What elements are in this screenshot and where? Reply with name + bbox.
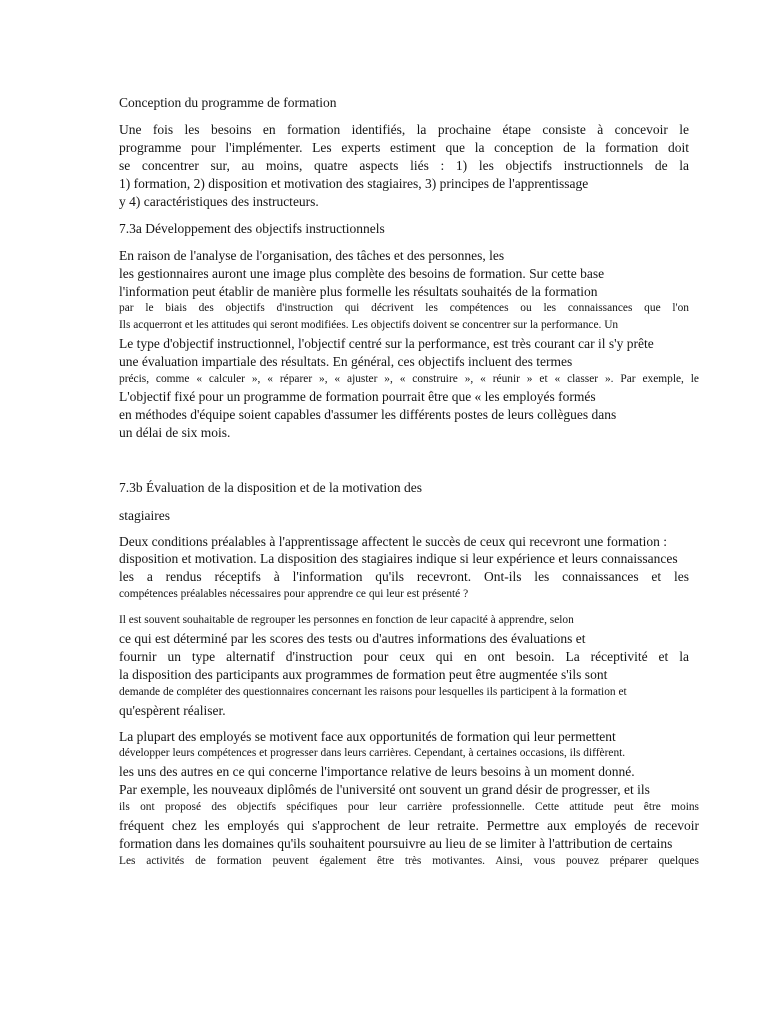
paragraph-line: formation dans les domaines qu'ils souhaitent poursuivre au lieu de se limiter à l'attribution de certains <box>119 836 673 851</box>
paragraph-line: y 4) caractéristiques des instructeurs. <box>119 194 319 209</box>
paragraph-line: fournir un type alternatif d'instruction pour ceux qui en ont besoin. La réceptivité et la <box>119 649 689 664</box>
heading-7-3b: 7.3b Évaluation de la disposition et de la motivation des <box>119 480 422 495</box>
heading-conception: Conception du programme de formation <box>119 95 337 110</box>
paragraph-line: les a rendus réceptifs à l'information qu'ils recevront. Ont-ils les connaissances et les <box>119 569 689 584</box>
paragraph-line: développer leurs compétences et progresser dans leurs carrières. Cependant, à certaines occasions, ils diffèrent. <box>119 747 626 759</box>
paragraph-line: la disposition des participants aux programmes de formation peut être augmentée s'ils sont <box>119 667 608 682</box>
paragraph-line: L'objectif fixé pour un programme de formation pourrait être que « les employés formés <box>119 389 596 404</box>
paragraph-line: ils ont proposé des objectifs spécifiques pour leur carrière professionnelle. Cette attitude peut être moins <box>119 801 699 813</box>
paragraph-line: La plupart des employés se motivent face aux opportunités de formation qui leur permettent <box>119 729 616 744</box>
paragraph-line: En raison de l'analyse de l'organisation, des tâches et des personnes, les <box>119 248 505 263</box>
paragraph-line: demande de compléter des questionnaires concernant les raisons pour lesquelles ils participent à la formation et <box>119 686 627 698</box>
heading-7-3a: 7.3a Développement des objectifs instructionnels <box>119 221 385 236</box>
paragraph-line: Ils acquerront et les attitudes qui seront modifiées. Les objectifs doivent se concentrer sur la performance. Un <box>119 319 619 331</box>
paragraph-line: compétences préalables nécessaires pour apprendre ce qui leur est présenté ? <box>119 588 469 600</box>
paragraph-line: les gestionnaires auront une image plus complète des besoins de formation. Sur cette base <box>119 266 605 281</box>
paragraph-line: par le biais des objectifs d'instruction qui décrivent les compétences ou les connaissances que l'on <box>119 302 689 314</box>
paragraph-line: qu'espèrent réaliser. <box>119 703 226 718</box>
paragraph-line: programme pour l'implémenter. Les experts estiment que la conception de la formation doit <box>119 140 689 155</box>
paragraph-line: Par exemple, les nouveaux diplômés de l'université ont souvent un grand désir de progresser, et ils <box>119 782 650 797</box>
paragraph-line: Une fois les besoins en formation identifiés, la prochaine étape consiste à concevoir le <box>119 122 689 137</box>
paragraph-line: Les activités de formation peuvent également être très motivantes. Ainsi, vous pouvez préparer quelques <box>119 855 699 867</box>
paragraph-line: précis, comme « calculer », « réparer », « ajuster », « construire », « réunir » et « classer ». Par exemple, le <box>119 373 699 385</box>
paragraph-line: l'information peut établir de manière plus formelle les résultats souhaités de la formation <box>119 284 598 299</box>
paragraph-line: une évaluation impartiale des résultats. En général, ces objectifs incluent des termes <box>119 354 573 369</box>
paragraph-line: en méthodes d'équipe soient capables d'assumer les différents postes de leurs collègues dans <box>119 407 617 422</box>
paragraph-line: disposition et motivation. La disposition des stagiaires indique si leur expérience et leurs connaissances <box>119 551 678 566</box>
paragraph-line: fréquent chez les employés qui s'approchent de leur retraite. Permettre aux employés de recevoir <box>119 818 699 833</box>
paragraph-line: un délai de six mois. <box>119 425 231 440</box>
paragraph-line: Le type d'objectif instructionnel, l'objectif centré sur la performance, est très courant car il s'y prête <box>119 336 654 351</box>
heading-7-3b-continued: stagiaires <box>119 508 170 523</box>
paragraph-line: les uns des autres en ce qui concerne l'importance relative de leurs besoins à un moment donné. <box>119 764 635 779</box>
paragraph-line: Il est souvent souhaitable de regrouper les personnes en fonction de leur capacité à apprendre, selon <box>119 614 574 626</box>
paragraph-line: Deux conditions préalables à l'apprentissage affectent le succès de ceux qui recevront une formation : <box>119 534 667 549</box>
paragraph-line: 1) formation, 2) disposition et motivation des stagiaires, 3) principes de l'apprentissage <box>119 176 589 191</box>
paragraph-line: se concentrer sur, au moins, quatre aspects liés : 1) les objectifs instructionnels de la <box>119 158 689 173</box>
paragraph-line: ce qui est déterminé par les scores des tests ou d'autres informations des évaluations et <box>119 631 586 646</box>
